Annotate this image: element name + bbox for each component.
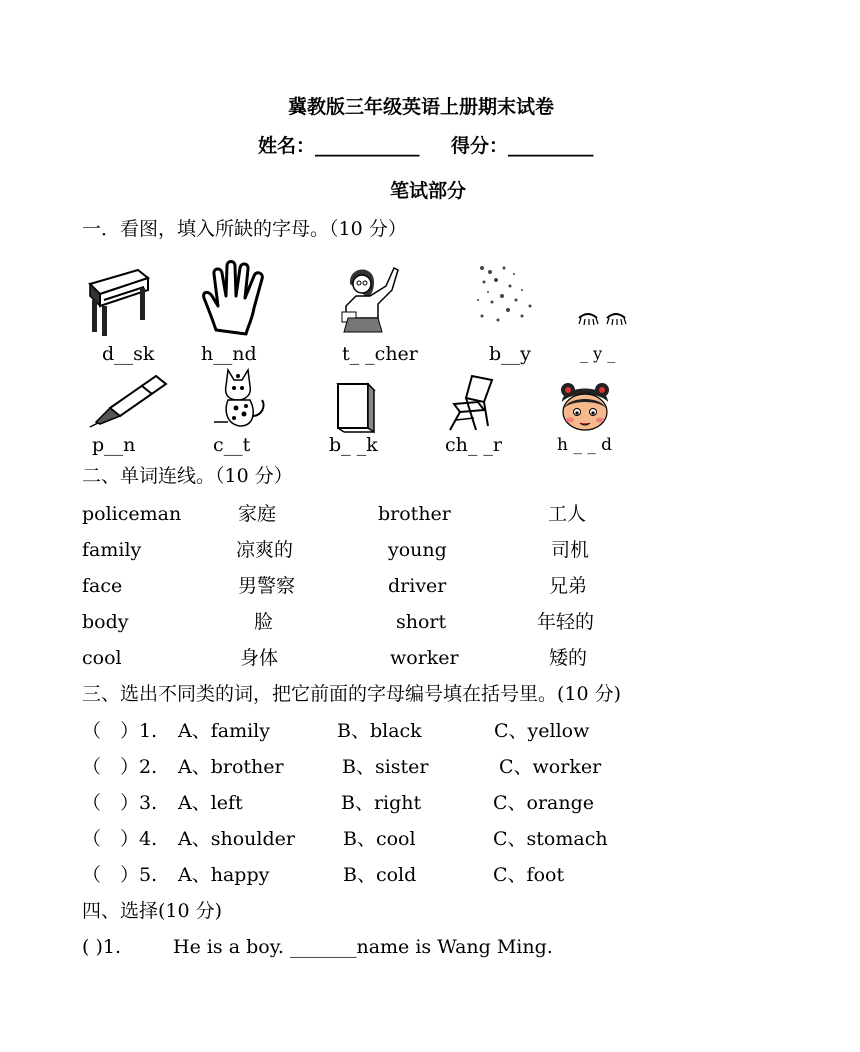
part1-heading: 一．看图，填入所缺的字母。（10 分） <box>82 218 407 240</box>
match-word: face <box>82 575 123 597</box>
option-c: C、stomach <box>493 828 608 850</box>
option-b: B、right <box>341 792 422 814</box>
question-number: （ ）4. <box>82 828 158 850</box>
blank-chair: ch_ _r <box>445 434 502 456</box>
blank-teacher: t_ _cher <box>342 343 418 365</box>
match-word: 兄弟 <box>549 575 588 597</box>
match-word: 年轻的 <box>537 611 595 633</box>
match-word: body <box>82 611 129 633</box>
score-field-label: 得分：_________ <box>451 135 594 157</box>
eye-icon <box>575 306 631 330</box>
match-word: 脸 <box>254 611 274 633</box>
section-title: 笔试部分 <box>390 180 467 202</box>
book-icon <box>334 380 378 434</box>
option-c: C、yellow <box>494 720 590 742</box>
desk-icon <box>86 262 152 338</box>
match-word: 凉爽的 <box>236 539 294 561</box>
part2-heading: 二、单词连线。（10 分） <box>82 465 293 487</box>
head-icon <box>556 378 614 434</box>
blank-head: h _ _ d <box>557 435 613 455</box>
match-word: family <box>82 539 142 561</box>
match-word: 工人 <box>548 503 587 525</box>
question-number: （ ）2. <box>82 756 158 778</box>
cat-icon <box>206 366 272 432</box>
teacher-icon <box>334 262 412 334</box>
match-word: 男警察 <box>238 575 296 597</box>
pen-icon <box>86 372 172 428</box>
boy-icon <box>470 262 540 328</box>
blank-eye: _ y _ <box>580 344 616 363</box>
match-word: young <box>388 539 447 561</box>
blank-book: b_ _k <box>329 434 378 456</box>
match-word: cool <box>82 647 122 669</box>
match-word: driver <box>388 575 447 597</box>
blank-pen: p__n <box>92 434 136 456</box>
option-b: B、black <box>337 720 422 742</box>
question-number: （ ）3. <box>82 792 158 814</box>
part3-heading: 三、选出不同类的词，把它前面的字母编号填在括号里。(10 分) <box>82 683 622 705</box>
blank-hand: h__nd <box>201 343 257 365</box>
match-word: 矮的 <box>549 647 588 669</box>
match-word: worker <box>390 647 459 669</box>
option-b: B、cold <box>343 864 417 886</box>
blank-desk: d__sk <box>102 343 155 365</box>
match-word: 家庭 <box>238 503 277 525</box>
option-b: B、cool <box>343 828 416 850</box>
blank-cat: c__t <box>213 434 251 456</box>
name-field-label: 姓名：___________ <box>258 135 420 157</box>
blank-boy: b__y <box>489 343 531 365</box>
question-number: （ ）5. <box>82 864 158 886</box>
option-a: A、left <box>178 792 243 814</box>
option-a: A、happy <box>178 864 270 886</box>
match-word: brother <box>378 503 451 525</box>
question-number: （ ）1. <box>82 720 158 742</box>
option-c: C、orange <box>493 792 595 814</box>
option-a: A、family <box>178 720 270 742</box>
match-word: 身体 <box>240 647 279 669</box>
match-word: 司机 <box>551 539 590 561</box>
question-bracket: ( )1. <box>82 936 121 958</box>
option-c: C、foot <box>493 864 565 886</box>
option-a: A、brother <box>178 756 284 778</box>
option-a: A、shoulder <box>178 828 295 850</box>
exam-title: 冀教版三年级英语上册期末试卷 <box>288 96 555 118</box>
option-c: C、worker <box>499 756 602 778</box>
match-word: short <box>396 611 447 633</box>
question-text: He is a boy. _______name is Wang Ming. <box>173 936 553 958</box>
option-b: B、sister <box>342 756 429 778</box>
part4-heading: 四、选择(10 分) <box>82 900 223 922</box>
match-word: policeman <box>82 503 182 525</box>
hand-icon <box>198 258 278 338</box>
chair-icon <box>444 372 502 432</box>
